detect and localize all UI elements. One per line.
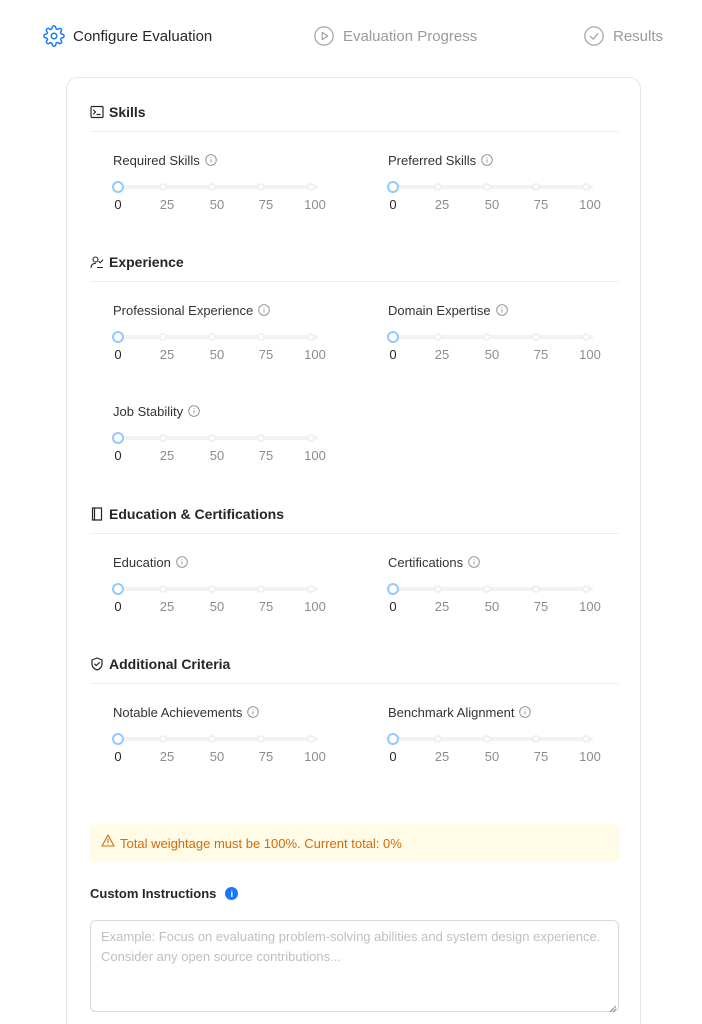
slider-mark[interactable]: 75	[533, 347, 549, 362]
slider-rail	[393, 587, 593, 591]
field-label: Professional Experience	[113, 302, 254, 318]
field-label: Benchmark Alignment	[388, 704, 515, 720]
slider-rail	[118, 185, 318, 189]
slider-mark[interactable]: 100	[579, 599, 601, 614]
slider-mark[interactable]: 0	[114, 599, 122, 614]
book-icon	[90, 507, 104, 521]
info-icon[interactable]	[188, 405, 200, 417]
slider-dot[interactable]	[532, 333, 540, 341]
slider-mark[interactable]: 25	[159, 448, 175, 463]
warning-text: Total weightage must be 100%. Current total: 0%	[120, 835, 402, 851]
slider-mark[interactable]: 100	[579, 347, 601, 362]
weight-slider[interactable]	[388, 179, 601, 212]
code-icon	[90, 105, 104, 119]
slider-dot[interactable]	[159, 434, 167, 442]
info-icon[interactable]	[496, 304, 508, 316]
slider-dot[interactable]	[434, 333, 442, 341]
step-evaluation-progress[interactable]	[313, 20, 477, 52]
slider-mark[interactable]: 0	[114, 197, 122, 212]
slider-mark[interactable]: 100	[579, 197, 601, 212]
gear-icon	[43, 25, 65, 47]
slider-mark[interactable]: 50	[484, 197, 500, 212]
slider-dot[interactable]	[208, 585, 216, 593]
step-label: Configure Evaluation	[73, 27, 213, 45]
field-label: Job Stability	[113, 403, 184, 419]
field-label: Required Skills	[113, 152, 200, 168]
slider-dot[interactable]	[434, 735, 442, 743]
custom-instructions-input[interactable]	[90, 920, 619, 1012]
weight-slider[interactable]	[388, 581, 601, 614]
play-circle-icon	[313, 25, 335, 47]
slider-rail	[393, 185, 593, 189]
field-education	[113, 553, 343, 623]
slider-dot[interactable]	[307, 735, 315, 743]
steps-bar	[0, 20, 702, 52]
section-skills-header	[90, 102, 146, 122]
info-icon[interactable]	[468, 556, 480, 568]
slider-handle[interactable]	[387, 181, 399, 193]
slider-mark[interactable]: 0	[389, 197, 397, 212]
weight-slider[interactable]	[113, 430, 326, 463]
info-icon[interactable]	[205, 154, 217, 166]
slider-dot[interactable]	[208, 735, 216, 743]
slider-mark[interactable]: 50	[484, 599, 500, 614]
slider-mark[interactable]: 50	[209, 197, 225, 212]
slider-mark[interactable]: 25	[159, 347, 175, 362]
section-title: Skills	[109, 104, 146, 120]
slider-mark[interactable]: 75	[258, 749, 274, 764]
slider-rail	[118, 436, 318, 440]
slider-mark[interactable]: 0	[114, 448, 122, 463]
slider-dot[interactable]	[483, 333, 491, 341]
slider-mark[interactable]: 25	[434, 347, 450, 362]
field-professional-experience	[113, 301, 343, 371]
slider-dot[interactable]	[483, 585, 491, 593]
step-label: Results	[613, 27, 664, 45]
divider	[90, 683, 619, 684]
warning-icon	[101, 834, 115, 852]
slider-handle[interactable]	[387, 583, 399, 595]
section-title: Education & Certifications	[109, 506, 285, 522]
info-icon[interactable]	[519, 706, 531, 718]
slider-dot[interactable]	[307, 585, 315, 593]
slider-mark[interactable]: 75	[533, 197, 549, 212]
slider-mark[interactable]: 25	[434, 197, 450, 212]
weightage-warning	[89, 824, 620, 862]
custom-instructions-header	[90, 886, 238, 901]
info-icon[interactable]	[481, 154, 493, 166]
field-benchmark-alignment	[388, 703, 618, 773]
divider	[90, 281, 619, 282]
step-configure-evaluation[interactable]	[43, 20, 212, 52]
info-icon[interactable]	[176, 556, 188, 568]
info-icon[interactable]: i	[225, 887, 238, 900]
slider-dot[interactable]	[532, 735, 540, 743]
weight-slider[interactable]	[113, 581, 326, 614]
info-icon[interactable]	[247, 706, 259, 718]
slider-mark[interactable]: 100	[304, 448, 326, 463]
weight-slider[interactable]	[113, 179, 326, 212]
slider-dot[interactable]	[159, 735, 167, 743]
slider-handle[interactable]	[387, 733, 399, 745]
slider-rail	[393, 737, 593, 741]
slider-rail	[118, 737, 318, 741]
field-label: Certifications	[388, 554, 464, 570]
slider-mark[interactable]: 50	[484, 347, 500, 362]
slider-dot[interactable]	[483, 183, 491, 191]
slider-dot[interactable]	[307, 333, 315, 341]
section-additional-header	[90, 654, 230, 674]
slider-dot[interactable]	[159, 585, 167, 593]
slider-dot[interactable]	[532, 183, 540, 191]
users-icon	[90, 255, 104, 269]
slider-rail	[118, 587, 318, 591]
slider-handle[interactable]	[112, 733, 124, 745]
slider-mark[interactable]: 0	[114, 347, 122, 362]
slider-dot[interactable]	[582, 333, 590, 341]
slider-dot[interactable]	[159, 183, 167, 191]
slider-mark[interactable]: 75	[258, 448, 274, 463]
divider	[90, 533, 619, 534]
slider-mark[interactable]: 25	[159, 749, 175, 764]
slider-mark[interactable]: 75	[533, 599, 549, 614]
slider-handle[interactable]	[112, 432, 124, 444]
slider-dot[interactable]	[532, 585, 540, 593]
step-results[interactable]	[583, 20, 663, 52]
field-required-skills	[113, 151, 343, 221]
field-label: Preferred Skills	[388, 152, 477, 168]
slider-mark[interactable]: 50	[209, 599, 225, 614]
slider-dot[interactable]	[257, 183, 265, 191]
evaluation-config-card	[66, 77, 641, 1024]
slider-dot[interactable]	[208, 434, 216, 442]
slider-handle[interactable]	[387, 331, 399, 343]
slider-mark[interactable]: 0	[389, 749, 397, 764]
slider-mark[interactable]: 25	[159, 599, 175, 614]
slider-handle[interactable]	[112, 181, 124, 193]
slider-mark[interactable]: 50	[209, 749, 225, 764]
slider-mark[interactable]: 75	[258, 347, 274, 362]
section-experience-header	[90, 252, 184, 272]
slider-dot[interactable]	[434, 183, 442, 191]
field-certifications	[388, 553, 618, 623]
slider-dot[interactable]	[582, 585, 590, 593]
divider	[90, 131, 619, 132]
slider-rail	[118, 335, 318, 339]
field-label: Domain Expertise	[388, 302, 491, 318]
section-title: Additional Criteria	[109, 656, 231, 672]
slider-dot[interactable]	[159, 333, 167, 341]
slider-mark[interactable]: 100	[304, 599, 326, 614]
slider-mark[interactable]: 50	[209, 448, 225, 463]
field-domain-expertise	[388, 301, 618, 371]
slider-handle[interactable]	[112, 331, 124, 343]
slider-dot[interactable]	[434, 585, 442, 593]
slider-handle[interactable]	[112, 583, 124, 595]
slider-rail	[393, 335, 593, 339]
info-icon[interactable]	[258, 304, 270, 316]
slider-dot[interactable]	[307, 183, 315, 191]
field-notable-achievements	[113, 703, 343, 773]
field-label: Notable Achievements	[113, 704, 243, 720]
slider-mark[interactable]: 0	[389, 347, 397, 362]
slider-dot[interactable]	[483, 735, 491, 743]
slider-dot[interactable]	[257, 434, 265, 442]
slider-dot[interactable]	[582, 183, 590, 191]
step-label: Evaluation Progress	[343, 27, 478, 45]
slider-dot[interactable]	[257, 585, 265, 593]
section-education-header	[90, 504, 284, 524]
slider-mark[interactable]: 100	[304, 749, 326, 764]
slider-mark[interactable]: 0	[114, 749, 122, 764]
weight-slider[interactable]	[388, 731, 601, 764]
slider-mark[interactable]: 50	[484, 749, 500, 764]
slider-dot[interactable]	[307, 434, 315, 442]
slider-mark[interactable]: 0	[389, 599, 397, 614]
field-label: Education	[113, 554, 171, 570]
slider-mark[interactable]: 75	[258, 197, 274, 212]
slider-mark[interactable]: 100	[304, 347, 326, 362]
slider-dot[interactable]	[208, 183, 216, 191]
slider-dot[interactable]	[257, 735, 265, 743]
weight-slider[interactable]	[113, 329, 326, 362]
field-preferred-skills	[388, 151, 618, 221]
custom-instructions-label: Custom Instructions	[90, 886, 217, 901]
slider-dot[interactable]	[208, 333, 216, 341]
check-circle-icon	[583, 25, 605, 47]
weight-slider[interactable]	[113, 731, 326, 764]
slider-dot[interactable]	[582, 735, 590, 743]
weight-slider[interactable]	[388, 329, 601, 362]
slider-mark[interactable]: 75	[258, 599, 274, 614]
section-title: Experience	[109, 254, 184, 270]
slider-mark[interactable]: 25	[159, 197, 175, 212]
field-job-stability	[113, 402, 343, 472]
slider-mark[interactable]: 100	[579, 749, 601, 764]
slider-mark[interactable]: 50	[209, 347, 225, 362]
slider-mark[interactable]: 25	[434, 749, 450, 764]
slider-mark[interactable]: 25	[434, 599, 450, 614]
shield-check-icon	[90, 657, 104, 671]
slider-dot[interactable]	[257, 333, 265, 341]
resize-handle-icon[interactable]	[607, 1000, 617, 1010]
slider-mark[interactable]: 75	[533, 749, 549, 764]
slider-mark[interactable]: 100	[304, 197, 326, 212]
